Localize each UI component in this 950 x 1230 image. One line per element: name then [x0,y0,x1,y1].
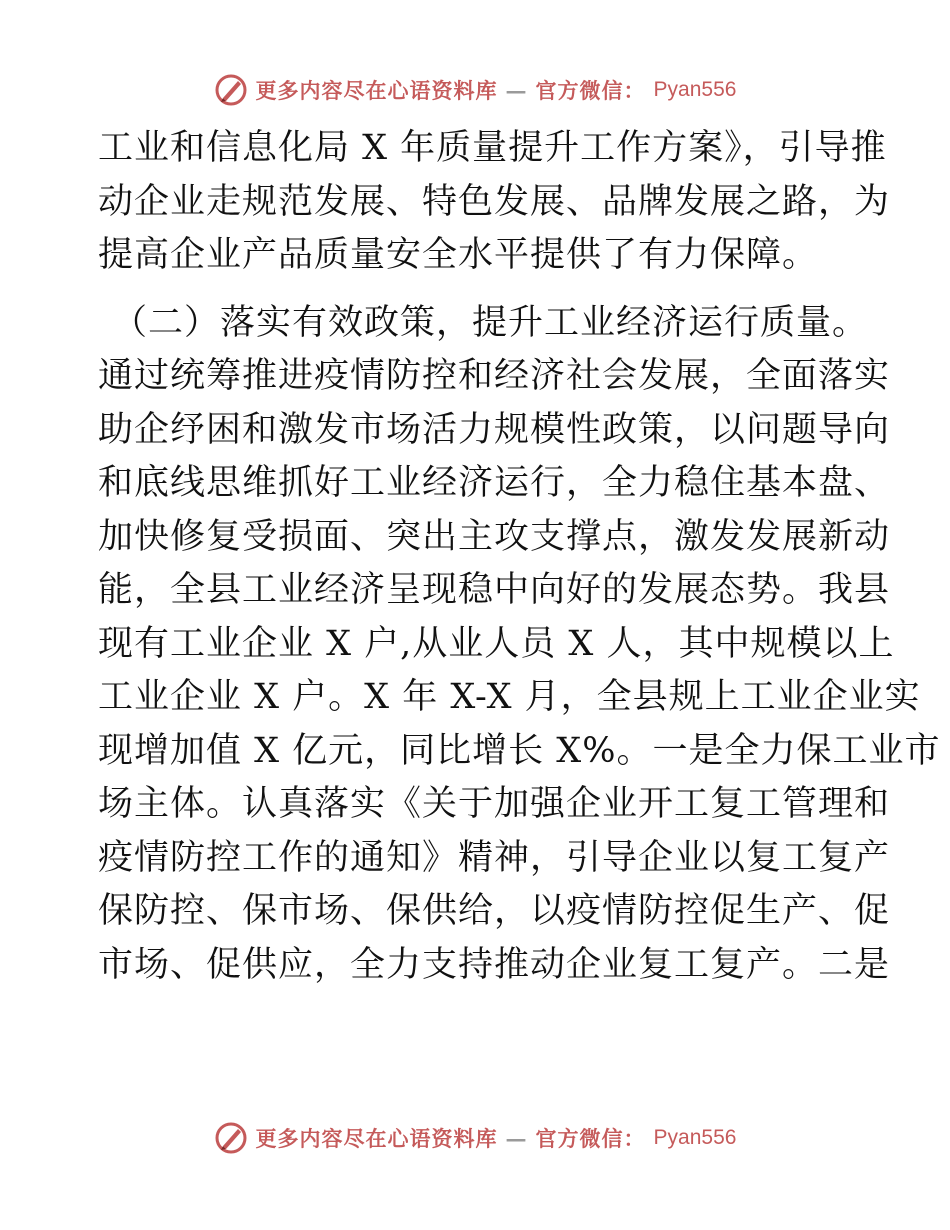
text-line: 现增加值 X 亿元，同比增长 X%。一是全力保工业市 [98,730,941,771]
text-line: 提高企业产品质量安全水平提供了有力保障。 [98,235,819,275]
header-watermark [0,70,950,110]
watermark-dash: — [505,1125,528,1151]
pen-logo-icon [214,1121,248,1155]
footer-watermark [0,1118,950,1158]
document-body [98,122,941,992]
text-line: 能，全县工业经济呈现稳中向好的发展态势。我县 [98,570,891,610]
text-line: 工业企业 X 户。X 年 X-X 月，全县规上工业企业实 [98,677,921,717]
text-line: 疫情防控工作的通知》精神，引导企业以复工复产 [98,837,891,878]
pen-logo-icon [214,73,248,107]
watermark-dash: — [505,77,528,103]
text-line: 市场、促供应，全力支持推动企业复工复产。二是 [98,944,891,985]
watermark-account: Pyan556 [653,78,737,101]
text-line: 加快修复受损面、突出主攻支撑点，激发发展新动 [98,516,891,557]
text-line: 工业和信息化局 X 年质量提升工作方案》，引导推 [98,128,887,168]
watermark-main-text: 更多内容尽在心语资料库 [255,78,498,103]
text-line: 动企业走规范发展、特色发展、品牌发展之路，为 [98,181,891,222]
watermark-official-label: 官方微信： [535,78,646,103]
text-line: 现有工业企业 X 户,从业人员 X 人，其中规模以上 [98,623,895,664]
watermark-official-label: 官方微信： [535,1126,646,1151]
section-heading: （二）落实有效政策，提升工业经济运行质量。 [112,302,869,343]
text-line: 和底线思维抓好工业经济运行，全力稳住基本盘、 [98,463,891,503]
text-line: 通过统筹推进疫情防控和经济社会发展，全面落实 [98,356,891,396]
text-line: 助企纾困和激发市场活力规模性政策，以问题导向 [98,409,891,450]
text-line: 保防控、保市场、保供给，以疫情防控促生产、促 [98,891,891,931]
watermark-main-text: 更多内容尽在心语资料库 [255,1126,498,1151]
text-line: 场主体。认真落实《关于加强企业开工复工管理和 [98,784,891,824]
watermark-account: Pyan556 [653,1126,737,1149]
